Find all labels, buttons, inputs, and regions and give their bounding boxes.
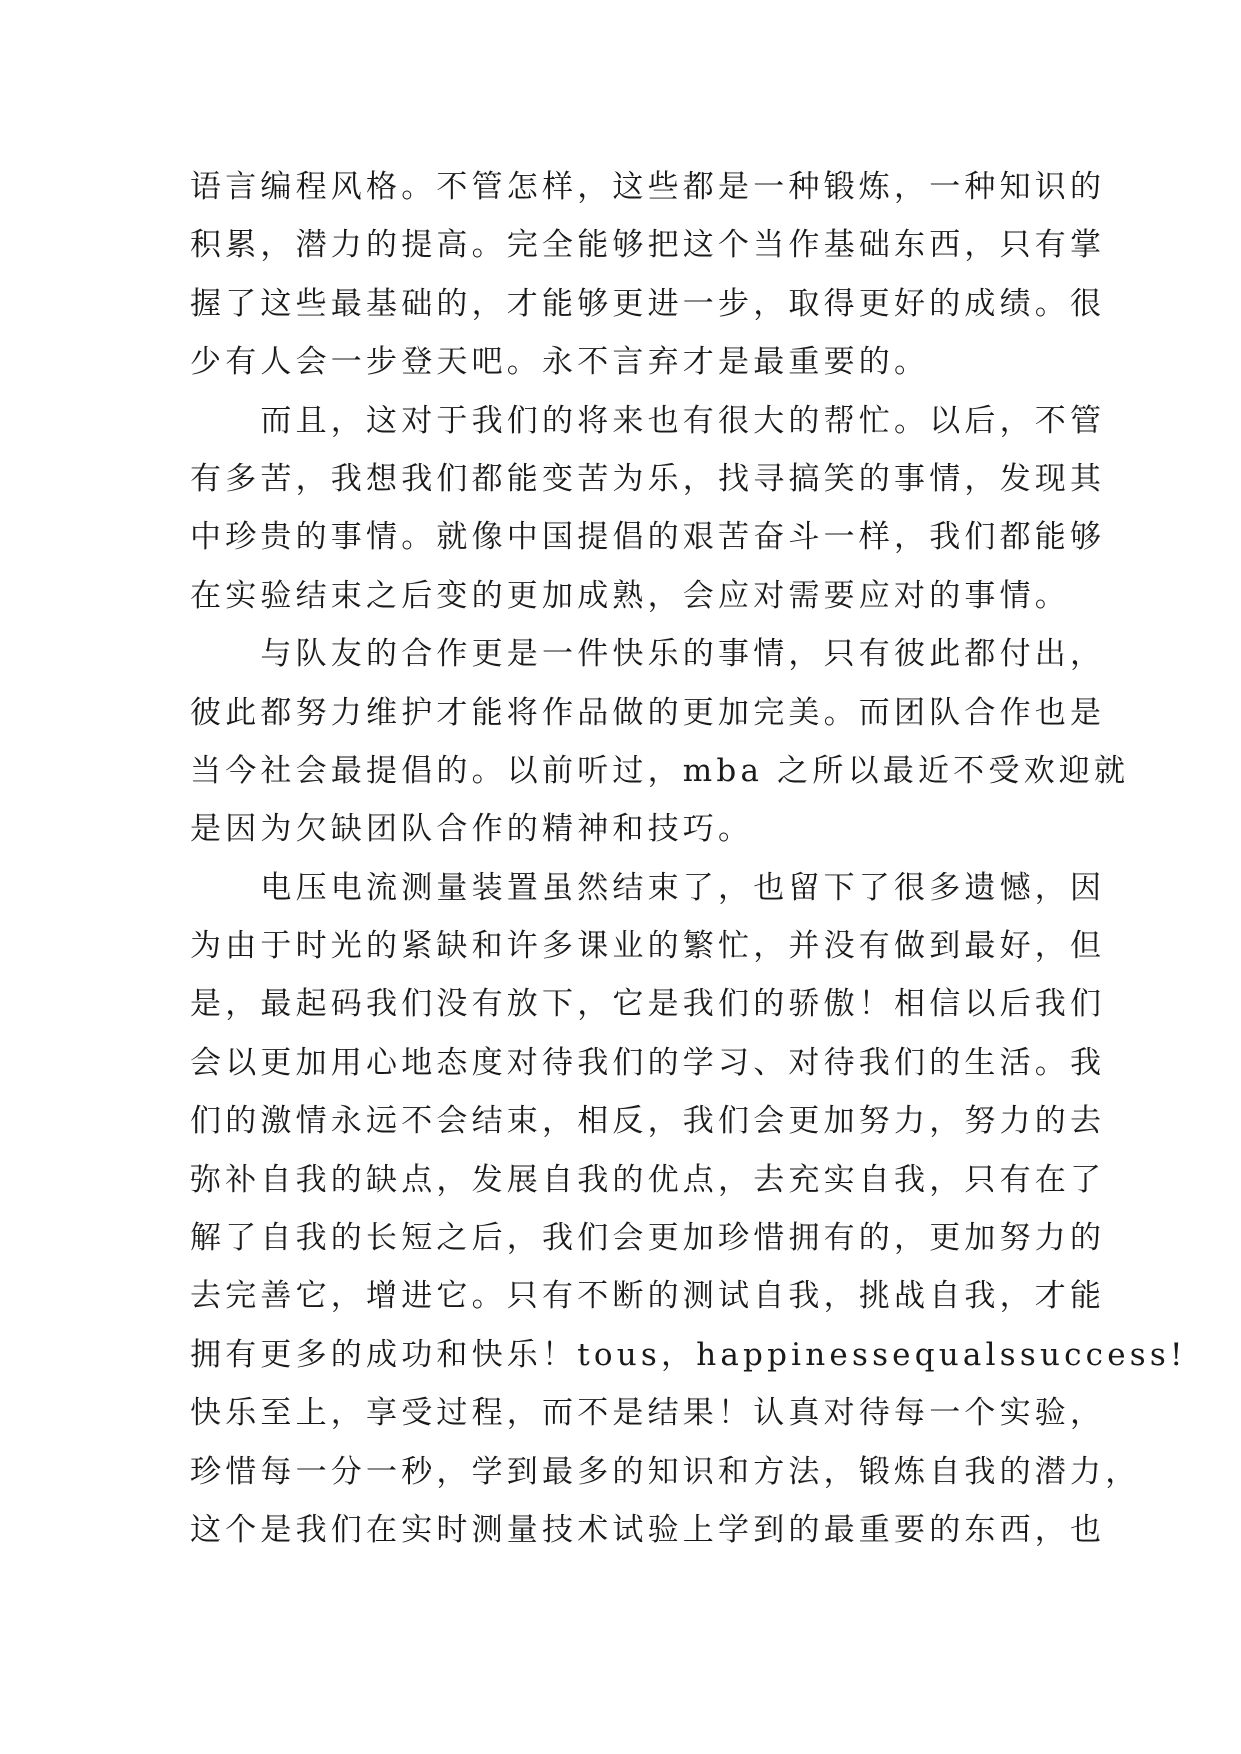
text-line-10: 彼此都努力维护才能将作品做的更加完美。而团队合作也是 <box>190 694 1106 731</box>
text-line-17: 们的激情永远不会结束，相反，我们会更加努力，努力的去 <box>190 1103 1106 1140</box>
text-line-11: 当今社会最提倡的。以前听过，mba 之所以最近不受欢迎就 <box>190 752 1130 789</box>
text-line-22: 快乐至上，享受过程，而不是结果！认真对待每一个实验， <box>190 1395 1106 1432</box>
text-line-2: 积累，潜力的提高。完全能够把这个当作基础东西，只有掌 <box>190 227 1106 264</box>
text-line-4: 少有人会一步登天吧。永不言弃才是最重要的。 <box>190 344 930 381</box>
text-line-20: 去完善它，增进它。只有不断的测试自我，挑战自我，才能 <box>190 1278 1106 1315</box>
text-line-6: 有多苦，我想我们都能变苦为乐，找寻搞笑的事情，发现其 <box>190 460 1106 497</box>
text-line-8: 在实验结束之后变的更加成熟，会应对需要应对的事情。 <box>190 577 1070 614</box>
text-line-1: 语言编程风格。不管怎样，这些都是一种锻炼，一种知识的 <box>190 169 1106 205</box>
text-line-19: 解了自我的长短之后，我们会更加珍惜拥有的，更加努力的 <box>190 1220 1106 1257</box>
text-line-14: 为由于时光的紧缺和许多课业的繁忙，并没有做到最好，但 <box>190 928 1106 965</box>
text-line-24: 这个是我们在实时测量技术试验上学到的最重要的东西，也 <box>190 1511 1106 1548</box>
text-line-18: 弥补自我的缺点，发展自我的优点，去充实自我，只有在了 <box>190 1161 1106 1198</box>
text-line-9: 与队友的合作更是一件快乐的事情，只有彼此都付出， <box>190 636 1106 673</box>
text-line-16: 会以更加用心地态度对待我们的学习、对待我们的生活。我 <box>190 1044 1106 1081</box>
text-line-15: 是，最起码我们没有放下，它是我们的骄傲！相信以后我们 <box>190 986 1106 1023</box>
text-line-7: 中珍贵的事情。就像中国提倡的艰苦奋斗一样，我们都能够 <box>190 519 1106 556</box>
body-text <box>190 158 1187 1559</box>
text-line-3: 握了这些最基础的，才能够更进一步，取得更好的成绩。很 <box>190 285 1106 322</box>
text-line-5: 而且，这对于我们的将来也有很大的帮忙。以后，不管 <box>190 402 1106 439</box>
text-line-21: 拥有更多的成功和快乐！tous，happinessequalssuccess! <box>190 1336 1187 1373</box>
text-line-23: 珍惜每一分一秒，学到最多的知识和方法，锻炼自我的潜力， <box>190 1453 1141 1490</box>
text-line-13: 电压电流测量装置虽然结束了，也留下了很多遗憾，因 <box>190 869 1106 906</box>
text-line-12: 是因为欠缺团队合作的精神和技巧。 <box>190 811 754 848</box>
